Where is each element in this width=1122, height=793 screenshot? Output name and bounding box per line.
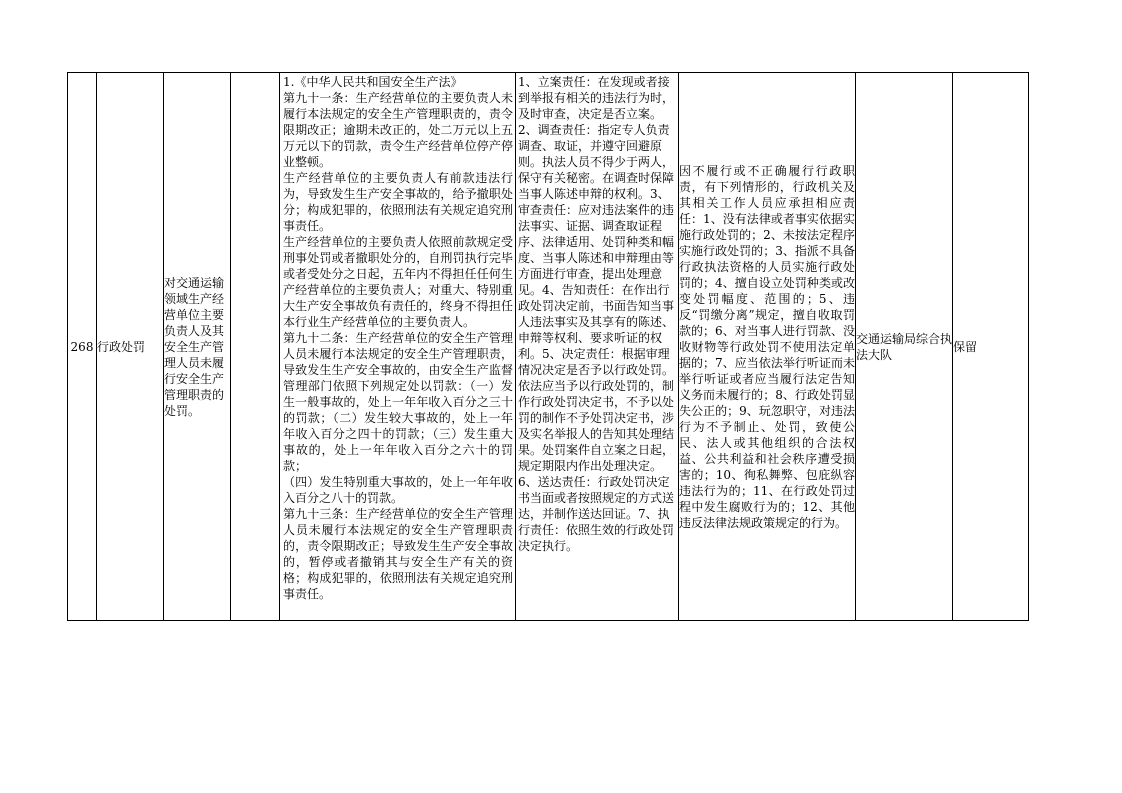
basis-paragraph: （四）发生特别重大事故的，处上一年年收入百分之八十的罚款。 xyxy=(283,475,513,505)
note-cell: 保留 xyxy=(953,73,1029,621)
sub-item-cell xyxy=(231,73,280,621)
basis-paragraph: 第九十三条：生产经营单位的安全生产管理人员未履行本法规定的安全生产管理职责的，责令限期改正；导致发生生产安全事故的，暂停或者撤销其与安全生产有关的资格；构成犯罪的，依照刑法有关规定追究刑事责任。 xyxy=(283,507,513,601)
item-name: 对交通运输领域生产经营单位主要负责人及其安全生产管理人员未履行安全生产管理职责的处罚。 xyxy=(164,73,231,621)
responsibility-paragraph: 6、送达责任：行政处罚决定书当面或者按照规定的方式送达，并制作送达回证。7、执行责任：依照生效的行政处罚决定执行。 xyxy=(518,475,675,553)
basis-paragraph: 第九十一条：生产经营单位的主要负责人未履行本法规定的安全生产管理职责的，责令限期改正；逾期未改正的，处二万元以上五万元以下的罚款，责令生产经营单位停产停业整顿。 xyxy=(283,91,513,169)
basis-paragraph: 1.《中华人民共和国安全生产法》 xyxy=(283,75,463,89)
power-category: 行政处罚 xyxy=(97,73,164,621)
basis-paragraph: 生产经营单位的主要负责人有前款违法行为，导致发生生产安全事故的，给予撤职处分；构成犯罪的，依照刑法有关规定追究刑事责任。 xyxy=(283,171,513,233)
responsibility-cell xyxy=(516,73,679,621)
power-list-table xyxy=(67,72,1029,621)
basis-paragraph: 第九十二条：生产经营单位的安全生产管理人员未履行本法规定的安全生产管理职责，导致发生生产安全事故的，由安全生产监督管理部门依照下列规定处以罚款：（一）发生一般事故的，处上一年年收入百分之三十的罚款；（二）发生较大事故的，处上一年年收入百分之四十的罚款；（三）发生重大事故的，处上一年年收入百分之六十的罚款； xyxy=(283,331,513,473)
responsibility-paragraph: 1、立案责任：在发现或者接到举报有相关的违法行为时，及时审查，决定是否立案。2、调查责任：指定专人负责调查、取证，并遵守回避原则。执法人员不得少于两人，保守有关秘密。在调查时保障当事人陈述申辩的权利。3、审查责任：应对违法案件的违法事实、证据、调查取证程序、法律适用、处罚种类和幅度、当事人陈述和申辩理由等方面进行审查，提出处理意见。4、告知责任：在作出行政处罚决定前，书面告知当事人违法事实及其享有的陈述、申辩等权利、要求听证的权利。5、决定责任：根据审理情况决定是否予以行政处罚。依法应当予以行政处罚的，制作行政处罚决定书，不予以处罚的制作不予处罚决定书，涉及实名举报人的告知其处理结果。处罚案件自立案之日起，规定期限内作出处理决定。 xyxy=(518,75,675,473)
liability-cell: 因不履行或不正确履行行政职责，有下列情形的，行政机关及其相关工作人员应承担相应责任：1、没有法律或者事实依据实施行政处罚的；2、未按法定程序实施行政处罚的；3、指派不具备行政执法资格的人员实施行政处罚的；4、擅自设立处罚种类或改变处罚幅度、范围的；5、违反“罚缴分离”规定，擅自收取罚款的；6、对当事人进行罚款、没收财物等行政处罚不使用法定单据的；7、应当依法举行听证而未举行听证或者应当履行法定告知义务而未履行的；8、行政处罚显失公正的；9、玩忽职守，对违法行为不予制止、处罚，致使公民、法人或其他组织的合法权益、公共利益和社会秩序遭受损害的；10、徇私舞弊、包庇纵容违法行为的；11、在行政处罚过程中发生腐败行为的；12、其他违反法律法规政策规定的行为。 xyxy=(679,73,856,621)
basis-paragraph: 生产经营单位的主要负责人依照前款规定受刑事处罚或者撤职处分的，自刑罚执行完毕或者受处分之日起，五年内不得担任任何生产经营单位的主要负责人；对重大、特别重大生产安全事故负有责任的，终身不得担任本行业生产经营单位的主要负责人。 xyxy=(283,235,513,329)
table-row xyxy=(68,73,1029,621)
row-number: 268 xyxy=(68,73,97,621)
legal-basis-cell xyxy=(280,73,516,621)
department-cell: 交通运输局综合执法大队 xyxy=(856,73,953,621)
